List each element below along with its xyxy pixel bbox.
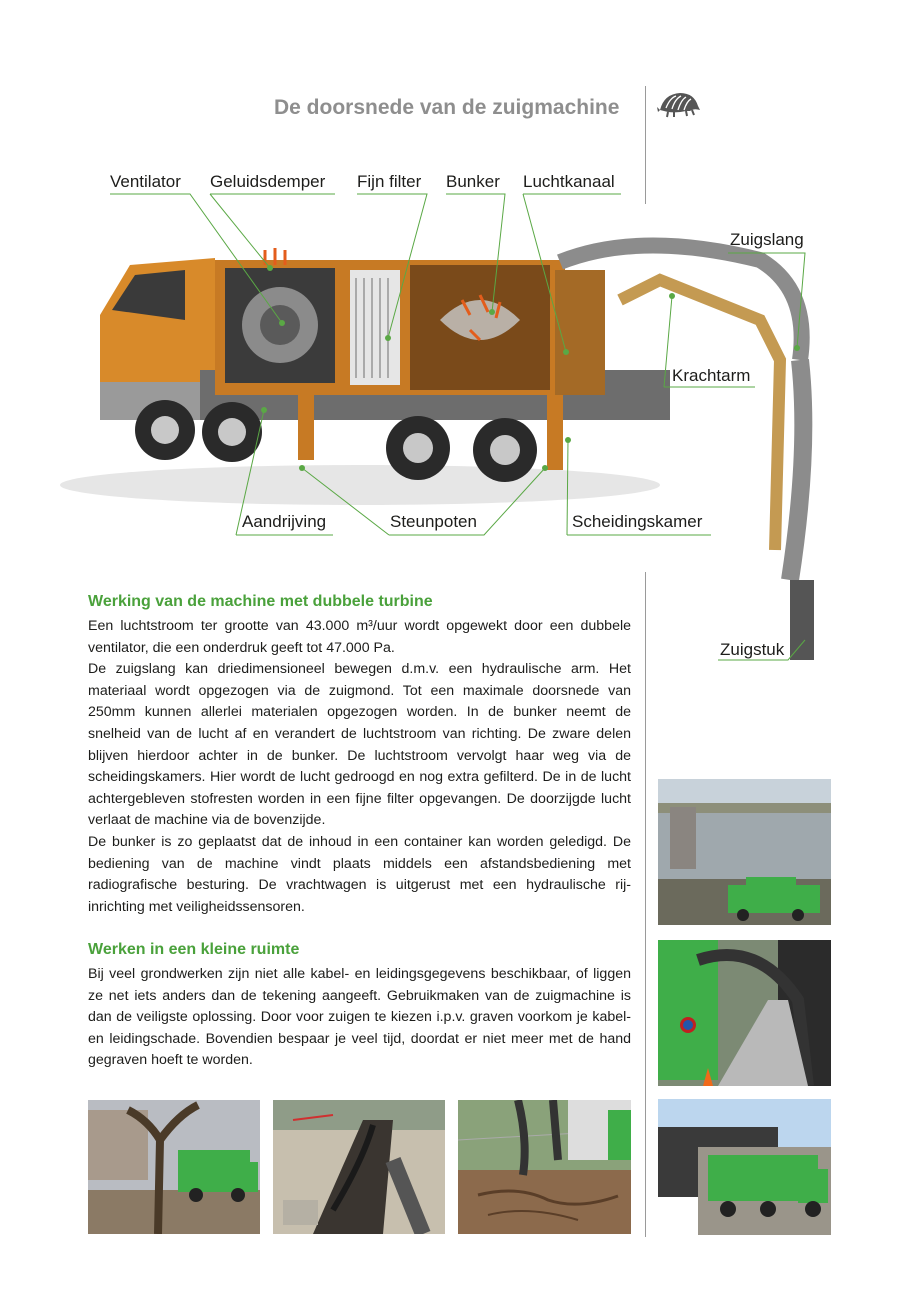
label-aandrijving: Aandrijving [242, 512, 327, 531]
label-zuigstuk: Zuigstuk [720, 640, 785, 659]
armadillo-logo-icon [656, 86, 702, 120]
label-krachtarm: Krachtarm [672, 366, 751, 385]
label-steunpoten: Steunpoten [390, 512, 477, 531]
column-divider [645, 572, 646, 1237]
section-heading-kleine-ruimte: Werken in een kleine ruimte [88, 941, 300, 958]
photo-truck-at-water [658, 779, 831, 925]
section-body-werking: Een luchtstroom ter grootte van 43.000 m³/uur wordt opgewekt door een dubbele ventilator, die een onderdruk geeft tot 47.000 Pa. De zuigslang kan driedimensioneel bewegen d.m.v. een hydraulische arm. Het materiaal wordt opgezogen via de zuigmond. Tot een maximale doorsnede van 250mm kunnen allerlei materialen opgezogen worden. In de bunker neemt de snelheid van de lucht af en verandert de luchtstroom van richting. De zware delen blijven hierdoor achter in de bunker. De luchtstroom vervolgt haar weg via de scheidingskamers. Hier wordt de lucht gedroogd en nog extra gefilterd. De in de lucht achtergebleven stofresten worden in een fijne filter opgevangen. De doorzijgde lucht verlaat de machine via de bovenzijde. De bunker is zo geplaatst dat de inhoud in een container kan worden geledigd. De bediening van de machine vindt plaats middels een afstandsbediening met radiografische besturing. De vrachtwagen is uitgerust met een hydraulische rij-inrichting met veiligheidssensoren. [88, 618, 631, 915]
label-scheidingskamer: Scheidingskamer [572, 512, 703, 531]
photo-truck-at-building [658, 1099, 831, 1235]
photo-truck-under-tree [88, 1100, 260, 1234]
section-kleine-ruimte [88, 940, 631, 1072]
photo-excavated-cables [273, 1100, 445, 1234]
label-luchtkanaal: Luchtkanaal [523, 172, 615, 191]
section-heading-werking: Werking van de machine met dubbele turbine [88, 593, 433, 610]
photo-tree-roots-dig [458, 1100, 631, 1234]
page-title: De doorsnede van de zuigmachine [274, 96, 620, 119]
label-fijn-filter: Fijn filter [357, 172, 422, 191]
label-bunker: Bunker [446, 172, 500, 191]
label-ventilator: Ventilator [110, 172, 181, 191]
label-zuigslang: Zuigslang [730, 230, 804, 249]
photo-truck-in-street [658, 940, 831, 1086]
section-werking [88, 592, 631, 918]
section-body-kleine-ruimte: Bij veel grondwerken zijn niet alle kabel- en leidingsgegevens beschikbaar, of liggen ze net iets anders dan de tekening aangeeft. Gebruikmaken van de zuigmachine is dan de veiligste oplossing. Door voor zuigen te kiezen i.p.v. graven voorkom je kabel- en leidingschade. Bovendien bespaar je veel tijd, doordat er niet meer met de hand gegraven hoeft te worden. [88, 966, 631, 1069]
label-geluidsdemper: Geluidsdemper [210, 172, 326, 191]
